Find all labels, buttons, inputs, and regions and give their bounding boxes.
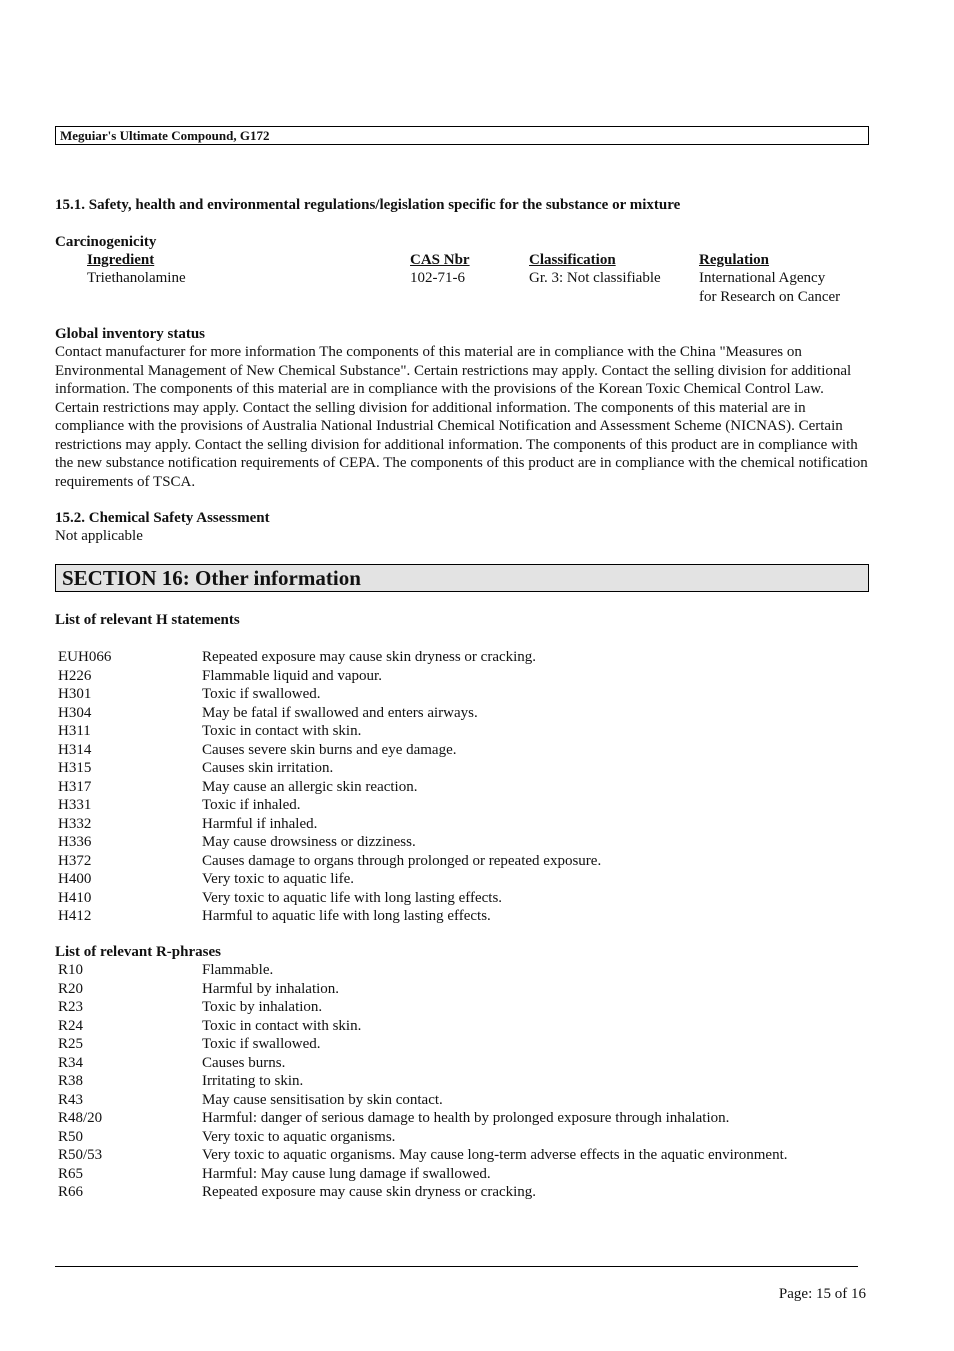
h-statement-row-text: Very toxic to aquatic life.	[202, 871, 355, 887]
r-phrase-row-code: R20	[58, 980, 84, 997]
h-statement-row	[58, 648, 878, 667]
h-statement-row	[58, 667, 878, 686]
h-statement-row	[58, 833, 878, 852]
r-phrase-row-code: R65	[58, 1165, 84, 1182]
r-phrase-row-code: R50	[58, 1128, 84, 1145]
r-phrase-row-code: R43	[58, 1091, 84, 1108]
h-statement-row-code: H400	[58, 871, 92, 887]
h-statement-row-code: EUH066	[58, 649, 112, 665]
r-phrase-row-text: Toxic if swallowed.	[202, 1036, 321, 1052]
section-15-2-title: 15.2. Chemical Safety Assessment	[55, 510, 270, 526]
h-statement-row-text: Toxic if inhaled.	[202, 797, 301, 813]
r-phrase-row-code: R25	[58, 1036, 84, 1052]
r-phrase-row	[58, 961, 878, 980]
h-statement-row-code: H336	[58, 834, 92, 850]
h-statement-row-code: H314	[58, 741, 92, 758]
r-phrase-row-code: R23	[58, 999, 84, 1015]
r-phrase-row	[58, 1072, 878, 1091]
r-phrase-row-text: Repeated exposure may cause skin dryness or cracking.	[202, 1184, 537, 1200]
h-statement-row-text: May cause an allergic skin reaction.	[202, 778, 418, 795]
r-phrase-row-code: R48/20	[58, 1110, 103, 1126]
section-15-2-text: Not applicable	[55, 528, 143, 544]
h-statement-row-text: Repeated exposure may cause skin dryness or cracking.	[202, 649, 537, 665]
h-statement-row-text: Causes severe skin burns and eye damage.	[202, 741, 457, 758]
col-header-cas: CAS Nbr	[410, 252, 470, 268]
r-phrase-row	[58, 980, 878, 999]
r-phrase-row-text: Flammable.	[202, 962, 274, 978]
r-phrase-row	[58, 1035, 878, 1054]
h-statement-row-code: H412	[58, 908, 92, 924]
r-phrase-row-text: May cause sensitisation by skin contact.	[202, 1091, 443, 1108]
r-phrase-row	[58, 1165, 878, 1184]
h-statement-row-code: H372	[58, 852, 92, 869]
h-statement-row-code: H304	[58, 704, 92, 721]
r-phrase-row-text: Very toxic to aquatic organisms.	[202, 1128, 396, 1145]
h-statement-row-text: Very toxic to aquatic life with long lasting effects.	[202, 889, 503, 906]
r-phrase-row	[58, 1183, 878, 1202]
r-phrase-row	[58, 998, 878, 1017]
h-statement-row	[58, 741, 878, 760]
h-statement-row	[58, 704, 878, 723]
cell-classification: Gr. 3: Not classifiable	[529, 270, 661, 286]
global-inventory-title: Global inventory status	[55, 326, 206, 342]
h-statement-row-text: Causes damage to organs through prolonged or repeated exposure.	[202, 852, 602, 869]
h-statement-row-text: Harmful if inhaled.	[202, 815, 318, 832]
page-number: Page: 15 of 16	[778, 1286, 866, 1302]
h-statement-row-code: H315	[58, 760, 92, 776]
product-header: Meguiar's Ultimate Compound, G172	[55, 126, 869, 145]
h-statement-row-code: H331	[58, 797, 92, 813]
h-statement-row	[58, 815, 878, 834]
col-header-regulation: Regulation	[699, 252, 770, 268]
r-phrase-row-text: Toxic in contact with skin.	[202, 1017, 362, 1034]
col-header-classification: Classification	[529, 252, 616, 268]
h-statement-row	[58, 759, 878, 778]
global-inventory-text: Contact manufacturer for more information The components of this material are in compliance with the China "Measures on Environmental Management of New Chemical Substance". Certain restrictions may apply. Contact the selling division for additional information. The components of this material are in compliance with the provisions of the Korean Toxic Chemical Control Law. Certain restrictions may apply. Contact the selling division for additional information. The components of this material are in compliance with the provisions of Australia National Industrial Chemical Notification and Assessment Scheme (NICNAS). Certain restrictions may apply. Contact the selling division for additional information. The components of this product are in compliance with the new substance notification requirements of CEPA. The components of this product are in compliance with the chemical notification requirements of TSCA.	[55, 344, 868, 490]
h-statement-row-code: H226	[58, 667, 92, 684]
h-statement-row-code: H410	[58, 889, 92, 906]
r-phrase-row-text: Harmful: danger of serious damage to health by prolonged exposure through inhalation.	[202, 1110, 730, 1126]
r-phrase-row-code: R34	[58, 1054, 84, 1071]
r-phrase-row	[58, 1091, 878, 1110]
cell-regulation-line2: for Research on Cancer	[699, 289, 841, 305]
col-header-ingredient: Ingredient	[87, 252, 155, 268]
r-phrase-row-code: R66	[58, 1184, 84, 1200]
h-statement-row-text: Flammable liquid and vapour.	[202, 667, 382, 684]
h-statement-row	[58, 907, 878, 926]
h-statement-row	[58, 778, 878, 797]
section-15-1-title: 15.1. Safety, health and environmental regulations/legislation specific for the substance or mixture	[55, 197, 681, 213]
h-statement-row-text: Causes skin irritation.	[202, 760, 334, 776]
h-statement-row-code: H332	[58, 815, 92, 832]
h-statement-row-code: H301	[58, 686, 92, 702]
h-statement-row-text: Toxic in contact with skin.	[202, 723, 362, 739]
r-phrases-list	[58, 961, 878, 1202]
r-phrase-row-text: Toxic by inhalation.	[202, 999, 323, 1015]
h-statement-row	[58, 796, 878, 815]
cell-cas: 102-71-6	[410, 270, 465, 286]
r-phrase-row-code: R38	[58, 1073, 84, 1089]
r-phrase-row-text: Harmful: May cause lung damage if swallowed.	[202, 1165, 491, 1182]
h-statement-row	[58, 852, 878, 871]
r-phrase-row	[58, 1017, 878, 1036]
r-phrase-row-text: Irritating to skin.	[202, 1073, 304, 1089]
h-statements-list	[58, 648, 878, 926]
carcinogenicity-title: Carcinogenicity	[55, 234, 157, 250]
h-statement-row-text: Harmful to aquatic life with long lasting effects.	[202, 908, 491, 924]
h-statement-row-text: May cause drowsiness or dizziness.	[202, 834, 416, 850]
section-16-title: SECTION 16: Other information	[55, 564, 869, 592]
r-phrase-row-code: R10	[58, 962, 84, 978]
r-phrase-row-code: R50/53	[58, 1147, 103, 1163]
h-statement-row	[58, 870, 878, 889]
r-phrase-row-code: R24	[58, 1017, 84, 1034]
footer-divider	[55, 1266, 858, 1267]
r-phrase-row	[58, 1128, 878, 1147]
r-phrase-row	[58, 1146, 878, 1165]
r-phrase-row-text: Harmful by inhalation.	[202, 980, 340, 997]
h-statements-title: List of relevant H statements	[55, 612, 240, 628]
r-phrases-title: List of relevant R-phrases	[55, 944, 221, 960]
h-statement-row-text: May be fatal if swallowed and enters airways.	[202, 704, 478, 721]
r-phrase-row	[58, 1109, 878, 1128]
h-statement-row	[58, 889, 878, 908]
h-statement-row-code: H311	[58, 723, 91, 739]
r-phrase-row-text: Very toxic to aquatic organisms. May cause long-term adverse effects in the aquatic environment.	[202, 1147, 788, 1163]
h-statement-row	[58, 685, 878, 704]
r-phrase-row-text: Causes burns.	[202, 1054, 286, 1071]
h-statement-row	[58, 722, 878, 741]
r-phrase-row	[58, 1054, 878, 1073]
h-statement-row-code: H317	[58, 778, 92, 795]
cell-regulation-line1: International Agency	[699, 270, 826, 286]
cell-ingredient: Triethanolamine	[87, 270, 186, 286]
h-statement-row-text: Toxic if swallowed.	[202, 686, 321, 702]
